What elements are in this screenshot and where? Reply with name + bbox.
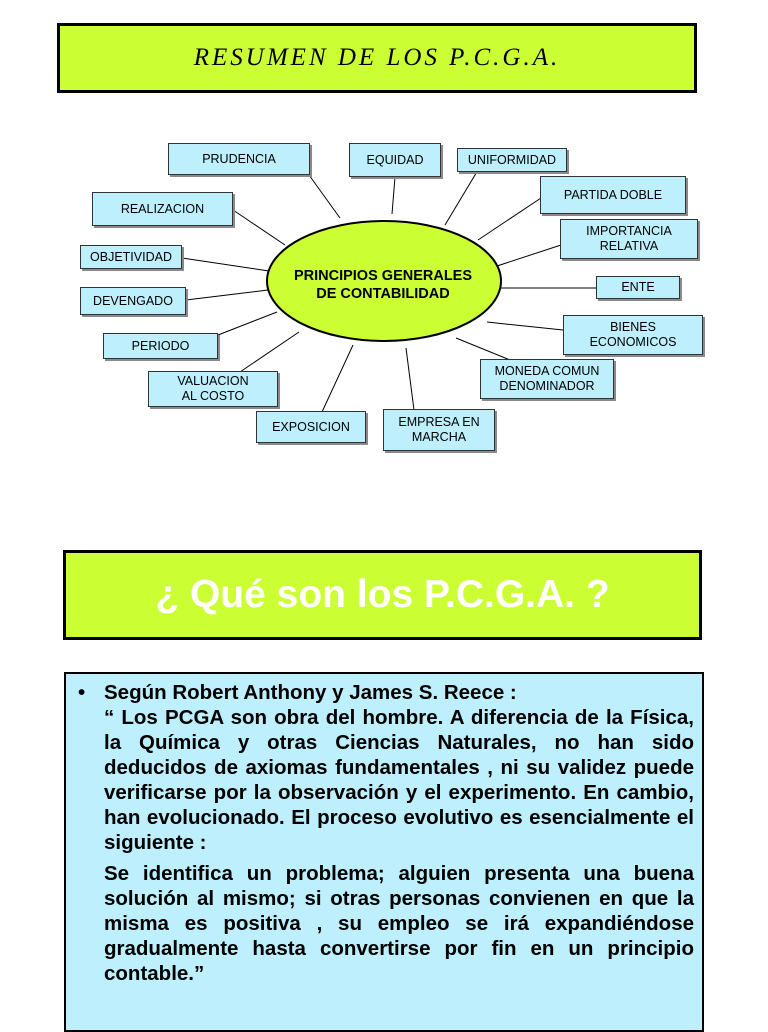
node-importancia-relativa: IMPORTANCIA RELATIVA — [560, 219, 698, 259]
center-label: PRINCIPIOS GENERALES DE CONTABILIDAD — [293, 268, 473, 302]
question-banner — [63, 550, 702, 640]
quote-paragraph-2: Se identifica un problema; alguien presenta una buena solución al mismo; si otras personas convienen en que la misma es positiva , su empleo se irá expandiéndose gradualmente hasta convertirse por fin en un principio contable.” — [104, 862, 694, 985]
connector-moneda — [456, 338, 510, 360]
connector-exposicion — [322, 345, 353, 412]
connector-bienes — [487, 322, 563, 330]
node-ente: ENTE — [596, 276, 680, 299]
connector-importancia — [497, 245, 561, 266]
page-title: RESUMEN DE LOS P.C.G.A. — [193, 44, 561, 71]
connector-realizacion — [233, 210, 285, 245]
node-objetividad: OBJETIVIDAD — [80, 245, 182, 269]
connector-prudencia — [309, 175, 340, 218]
connector-uniformidad — [445, 170, 478, 225]
bullet-icon: • — [78, 681, 86, 704]
quote-intro: Según Robert Anthony y James S. Reece : — [104, 681, 517, 704]
connector-empresa — [406, 348, 414, 410]
node-empresa-en-marcha: EMPRESA EN MARCHA — [383, 409, 495, 451]
node-moneda-comun: MONEDA COMUN DENOMINADOR — [480, 359, 614, 399]
node-valuacion-al-costo: VALUACION AL COSTO — [148, 371, 278, 407]
quote-paragraph-1: “ Los PCGA son obra del hombre. A diferencia de la Física, la Química y otras Ciencias Naturales, no han sido deducidos de axiomas fundamentales , ni su validez puede verificarse por la observación y el experimento. En cambio, han evolucionado. El proceso evolutivo es esencialmente el siguiente : — [104, 706, 694, 854]
connector-objetividad — [182, 258, 269, 271]
node-uniformidad: UNIFORMIDAD — [457, 148, 567, 172]
node-equidad: EQUIDAD — [349, 143, 441, 177]
node-devengado: DEVENGADO — [80, 287, 186, 315]
connector-partida-doble — [478, 198, 541, 240]
node-prudencia: PRUDENCIA — [168, 143, 310, 175]
connector-valuacion — [240, 332, 299, 372]
node-partida-doble: PARTIDA DOBLE — [540, 176, 686, 214]
quote-intro-line — [78, 680, 694, 705]
connector-periodo — [218, 312, 277, 335]
connector-devengado — [186, 290, 268, 300]
node-bienes-economicos: BIENES ECONOMICOS — [563, 315, 703, 355]
node-exposicion: EXPOSICION — [256, 411, 366, 443]
node-realizacion: REALIZACION — [92, 192, 233, 226]
connector-equidad — [392, 177, 395, 214]
question-heading: ¿ Qué son los P.C.G.A. ? — [155, 573, 610, 616]
node-periodo: PERIODO — [103, 333, 218, 359]
quote-box — [64, 672, 704, 1032]
